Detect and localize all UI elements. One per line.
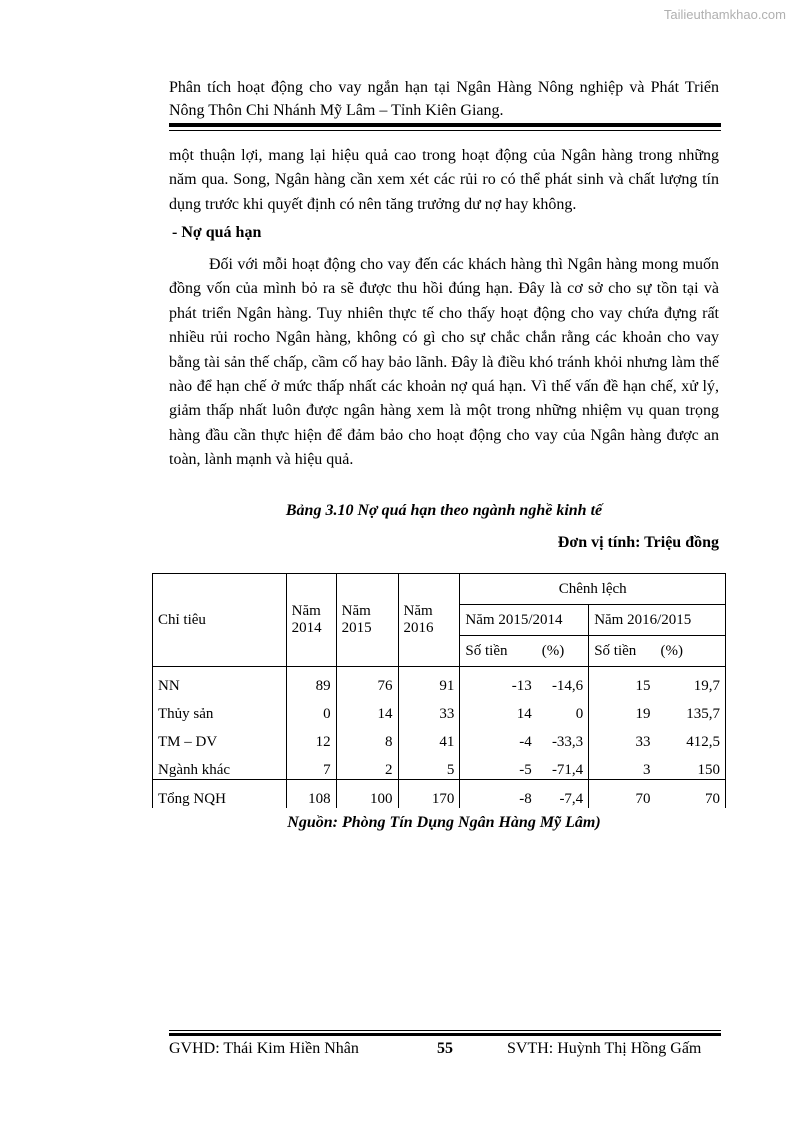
- cell-pct-2: 150: [656, 751, 726, 780]
- paragraph-intro: một thuận lợi, mang lại hiệu quả cao trong hoạt động của Ngân hàng trong những năm qua. Song, Ngân hàng cần xem xét các rủi ro có thể phát sinh và chất lượng tín dụng trước khi quyết định có nên tăng trưởng dư nợ hay không.: [169, 147, 719, 213]
- cell-2015: 8: [336, 723, 398, 751]
- cell-2014: 12: [286, 723, 336, 751]
- cell-amount-1: -5: [519, 762, 532, 778]
- total-label: Tổng NQH: [153, 780, 287, 809]
- cell-2016: 5: [398, 751, 460, 780]
- section-heading: - Nợ quá hạn: [172, 224, 262, 241]
- overdue-debt-table: [152, 573, 726, 808]
- header-amount: Số tiền: [589, 636, 656, 667]
- cell-2016: 91: [398, 667, 460, 696]
- cell-2015: 76: [336, 667, 398, 696]
- cell-2014: 0: [286, 695, 336, 723]
- cell-pct-1: -33,3: [537, 723, 589, 751]
- cell-amount-1: -13: [511, 678, 532, 694]
- cell-pct-2: 135,7: [656, 695, 726, 723]
- header-year-2016: Năm 2016: [398, 574, 460, 667]
- table-row: [153, 667, 726, 696]
- header-year-2015: Năm 2015: [336, 574, 398, 667]
- page-header-title: Phân tích hoạt động cho vay ngắn hạn tại Ngân Hàng Nông nghiệp và Phát Triển Nông Thôn Chi Nhánh Mỹ Lâm – Tỉnh Kiên Giang.: [169, 79, 719, 119]
- footer-student: SVTH: Huỳnh Thị Hồng Gấm: [507, 1040, 702, 1057]
- header-divider-thin: [169, 130, 721, 131]
- footer-advisor: GVHD: Thái Kim Hiền Nhân: [169, 1040, 359, 1057]
- table-unit: Đơn vị tính: Triệu đồng: [557, 534, 719, 551]
- header-period-2015-2014: Năm 2015/2014: [460, 605, 589, 636]
- header-amount: Số tiền: [460, 636, 537, 667]
- cell-2014: 89: [286, 667, 336, 696]
- header-year-2014: Năm 2014: [286, 574, 336, 667]
- cell-pct-2: 412,5: [656, 723, 726, 751]
- cell-pct-1: -71,4: [537, 751, 589, 780]
- header-divider: [169, 123, 721, 127]
- cell-2016: 33: [398, 695, 460, 723]
- header-percent: (%): [537, 636, 589, 667]
- page-number: 55: [437, 1040, 453, 1057]
- total-amount-2: 70: [589, 780, 656, 809]
- row-label: NN: [153, 667, 287, 696]
- header-percent: (%): [656, 636, 726, 667]
- cell-amount-2: 15: [635, 678, 651, 694]
- cell-amount-2: 33: [635, 734, 651, 750]
- cell-2014: 7: [286, 751, 336, 780]
- table-source: Nguồn: Phòng Tín Dụng Ngân Hàng Mỹ Lâm): [287, 814, 601, 831]
- row-label: Ngành khác: [153, 751, 287, 780]
- cell-pct-1: -14,6: [537, 667, 589, 696]
- cell-2015: 2: [336, 751, 398, 780]
- header-indicator: Chỉ tiêu: [153, 574, 287, 667]
- row-label: TM – DV: [153, 723, 287, 751]
- table-caption: Bảng 3.10 Nợ quá hạn theo ngành nghề kinh tế: [285, 502, 603, 519]
- total-2016: 170: [398, 780, 460, 809]
- header-period-2016-2015: Năm 2016/2015: [589, 605, 726, 636]
- footer-divider-thin: [169, 1030, 721, 1031]
- total-pct-1: -7,4: [537, 780, 589, 809]
- watermark: Tailieuthamkhao.com: [663, 7, 786, 22]
- total-amount-1: -8: [460, 780, 537, 809]
- paragraph-overdue-debt: Đối với mỗi hoạt động cho vay đến các khách hàng thì Ngân hàng mong muốn đồng vốn của mình bỏ ra sẽ được thu hồi đúng hạn. Đây là cơ sở cho sự tồn tại và phát triển Ngân hàng. Tuy nhiên thực tế cho thấy hoạt động cho vay chứa đựng rất nhiều rủi rocho Ngân hàng, không có gì cho sự chắc chắn rằng các khoản cho vay bằng tài sản thế chấp, cầm cố hay bảo lãnh. Đây là điều khó tránh khỏi nhưng làm thế nào để hạn chế ở mức thấp nhất các khoản nợ quá hạn. Vì thế vấn đề hạn chế, xử lý, giảm thấp nhất luôn được ngân hàng xem là một trong những nhiệm vụ quan trọng hàng đầu cần thực hiện để đảm bảo cho hoạt động cho vay của Ngân hàng được an toàn, lành mạnh và hiệu quả.: [169, 256, 719, 469]
- cell-amount-2: 3: [643, 762, 651, 778]
- table-row: [153, 695, 726, 723]
- table-total-row: [153, 780, 726, 809]
- table-row: [153, 751, 726, 780]
- cell-pct-2: 19,7: [656, 667, 726, 696]
- row-label: Thủy sản: [153, 695, 287, 723]
- cell-amount-1: 14: [516, 706, 532, 722]
- cell-2016: 41: [398, 723, 460, 751]
- cell-amount-2: 19: [635, 706, 651, 722]
- total-2014: 108: [286, 780, 336, 809]
- cell-amount-1: -4: [519, 734, 532, 750]
- total-pct-2: 70: [656, 780, 726, 809]
- total-2015: 100: [336, 780, 398, 809]
- cell-pct-1: 0: [537, 695, 589, 723]
- footer-divider: [169, 1033, 721, 1036]
- header-difference: Chênh lệch: [460, 574, 726, 605]
- table-row: [153, 723, 726, 751]
- cell-2015: 14: [336, 695, 398, 723]
